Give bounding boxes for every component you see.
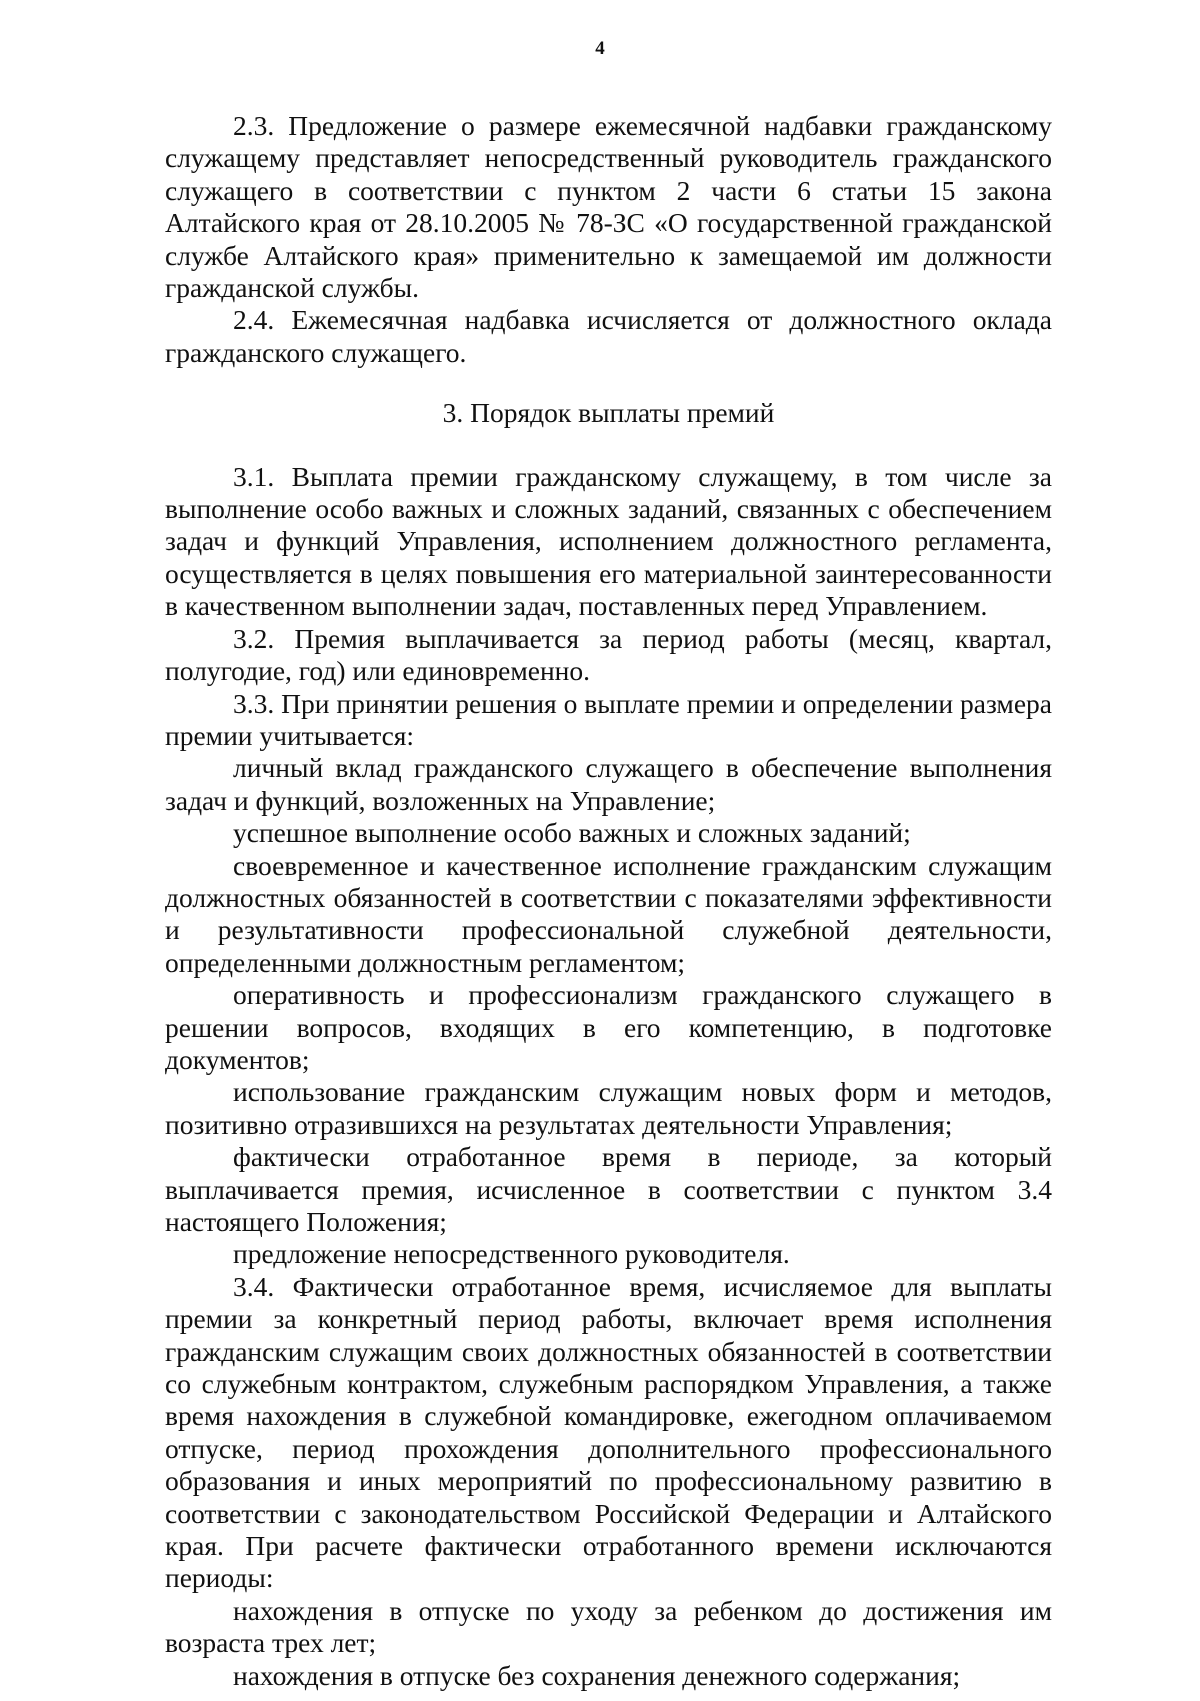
page-number: 4 bbox=[595, 38, 605, 59]
paragraph-3-3: 3.3. При принятии решения о выплате премии и определении размера премии учитывается: bbox=[165, 687, 1052, 751]
paragraph-3-4: 3.4. Фактически отработанное время, исчисляемое для выплаты премии за конкретный период работы, включает время исполнения гражданским служащим своих должностных обязанностей в соответствии со служебным контрактом, служебным распорядком Управления, а также время нахождения в служебной командировке, ежегодном оплачиваемом отпуске, период прохождения дополнительного профессионального образования и иных мероприятий по профессиональному развитию в соответствии с законодательством Российской Федерации и Алтайского края. При расчете фактически отработанного времени исключаются периоды: bbox=[165, 1270, 1052, 1594]
paragraph-2-4: 2.4. Ежемесячная надбавка исчисляется от должностного оклада гражданского служащего. bbox=[165, 304, 1052, 368]
paragraph-3-1: 3.1. Выплата премии гражданскому служащему, в том числе за выполнение особо важных и сложных заданий, связанных с обеспечением задач и функций Управления, исполнением должностного регламента, осуществляется в целях повышения его материальной заинтересованности в качественном выполнении задач, поставленных перед Управлением. bbox=[165, 460, 1052, 622]
paragraph-3-2: 3.2. Премия выплачивается за период работы (месяц, квартал, полугодие, год) или единовременно. bbox=[165, 622, 1052, 687]
list-item-important-tasks: успешное выполнение особо важных и сложных заданий; bbox=[233, 817, 911, 849]
list-item-supervisor-proposal: предложение непосредственного руководителя. bbox=[233, 1238, 790, 1270]
list-item-timely-performance: своевременное и качественное исполнение гражданским служащим должностных обязанностей в соответствии с показателями эффективности и результативности профессиональной служебной деятельности, определенными должностным регламентом; bbox=[165, 849, 1052, 978]
list-item-new-methods: использование гражданским служащим новых форм и методов, позитивно отразившихся на результатах деятельности Управления; bbox=[165, 1076, 1052, 1140]
section-heading: 3. Порядок выплаты премий bbox=[442, 397, 775, 429]
list-item-unpaid-leave: нахождения в отпуске без сохранения денежного содержания; bbox=[233, 1659, 961, 1691]
list-item-worked-time: фактически отработанное время в периоде, за который выплачивается премия, исчисленное в соответствии с пунктом 3.4 настоящего Положения; bbox=[165, 1141, 1052, 1237]
list-item-personal-contribution: личный вклад гражданского служащего в обеспечение выполнения задач и функций, возложенных на Управление; bbox=[165, 752, 1052, 816]
list-item-childcare-leave: нахождения в отпуске по уходу за ребенком до достижения им возраста трех лет; bbox=[165, 1594, 1052, 1659]
document-body bbox=[165, 110, 1052, 1692]
paragraph-2-3: 2.3. Предложение о размере ежемесячной надбавки гражданскому служащему представляет непосредственный руководитель гражданского служащего в соответствии с пунктом 2 части 6 статьи 15 закона Алтайского края от 28.10.2005 № 78-ЗС «О государственной гражданской службе Алтайского края» применительно к замещаемой им должности гражданской службы. bbox=[165, 110, 1052, 304]
list-item-efficiency: оперативность и профессионализм гражданского служащего в решении вопросов, входящих в его компетенцию, в подготовке документов; bbox=[165, 979, 1052, 1075]
